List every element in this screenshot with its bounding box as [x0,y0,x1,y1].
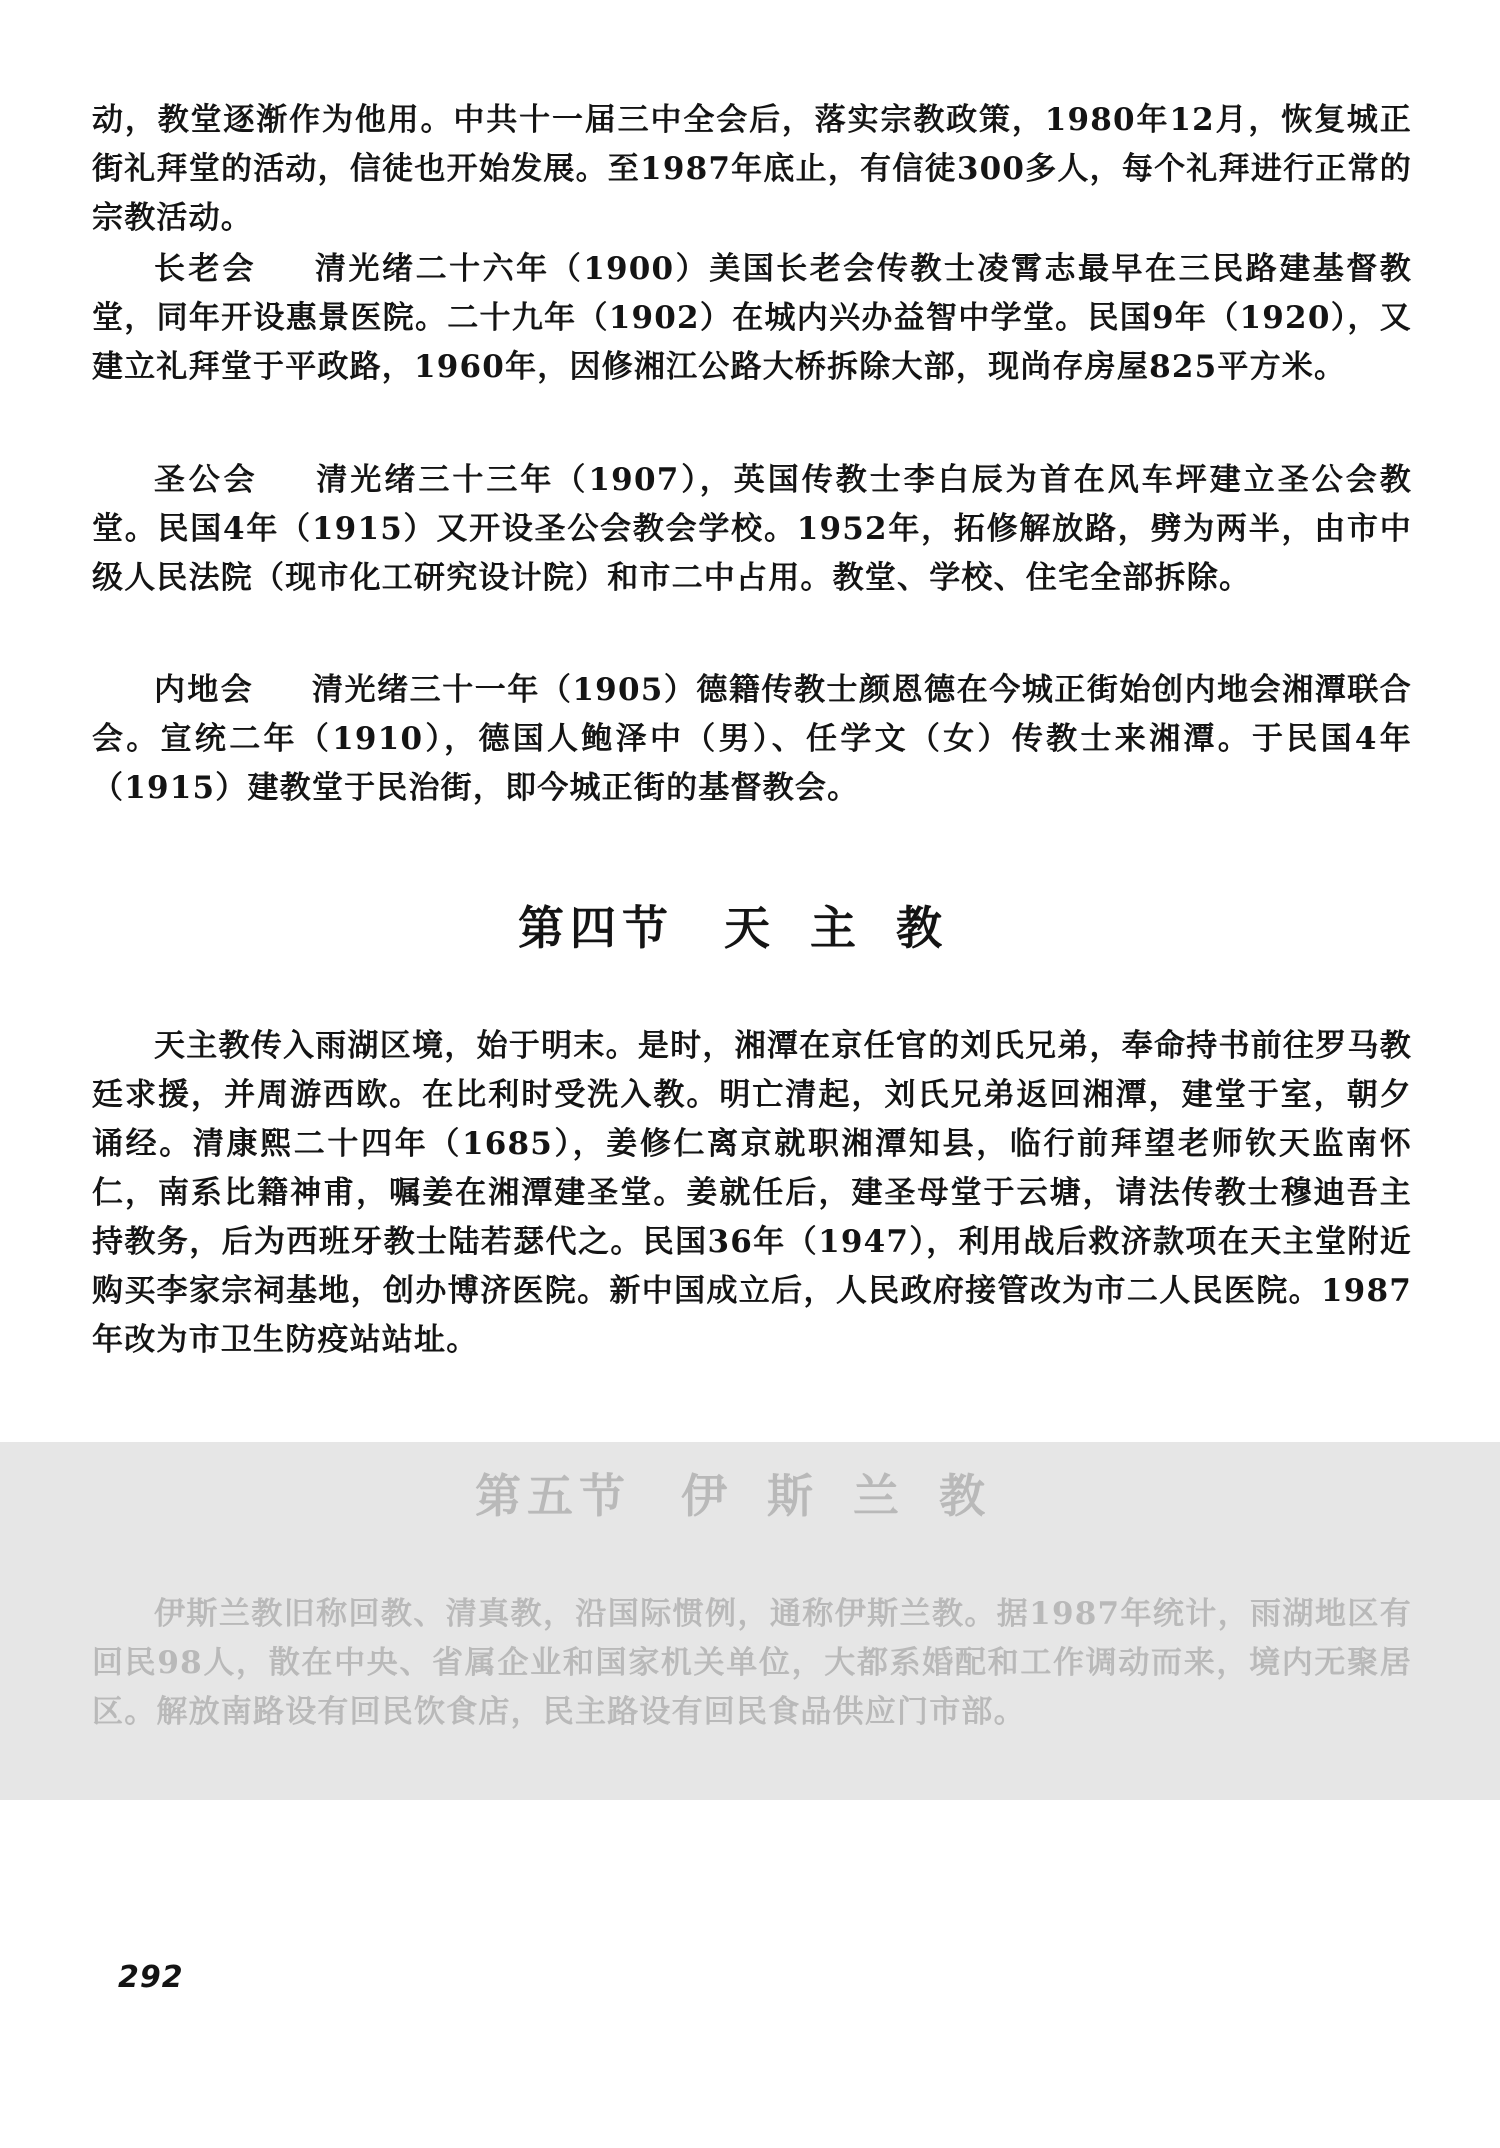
section5-number: 第五节 [475,1469,631,1523]
section4-title [0,892,1500,958]
anglican-body: 清光绪三十三年（1907），英国传教士李白辰为首在风车坪建立圣公会教堂。民国4年（1915）又开设圣公会教会学校。1952年，拓修解放路，劈为两半，由市中级人民法院（现市化工研究设计院）和市二中占用。教堂、学校、住宅全部拆除。 [92,462,1413,596]
anglican-paragraph [92,456,1412,603]
section4-body: 天主教传入雨湖区境，始于明末。是时，湘潭在京任官的刘氏兄弟，奉命持书前往罗马教廷求援，并周游西欧。在比利时受洗入教。明亡清起，刘氏兄弟返回湘潭，建堂于室，朝夕诵经。清康熙二十四年（1685），姜修仁离京就职湘潭知县，临行前拜望老师钦天监南怀仁，南系比籍神甫，嘱姜在湘潭建圣堂。姜就任后，建圣母堂于云塘，请法传教士穆迪吾主持教务，后为西班牙教士陆若瑟代之。民国36年（1947），利用战后救济款项在天主堂附近购买李家宗祠基地，创办博济医院。新中国成立后，人民政府接管改为市二人民医院。1987年改为市卫生防疫站站址。 [92,1028,1412,1358]
inland-mission-paragraph [92,666,1412,813]
presbyterian-paragraph [92,245,1412,392]
section4-number: 第四节 [518,901,674,955]
section5-name: 伊斯兰教 [681,1469,1025,1523]
presbyterian-body: 清光绪二十六年（1900）美国长老会传教士凌霄志最早在三民路建基督教堂，同年开设惠景医院。二十九年（1902）在城内兴办益智中学堂。民国9年（1920），又建立礼拜堂于平政路，1960年，因修湘江公路大桥拆除大部，现尚存房屋825平方米。 [92,251,1413,385]
section5-body: 伊斯兰教旧称回教、清真教，沿国际惯例，通称伊斯兰教。据1987年统计，雨湖地区有回民98人，散在中央、省属企业和国家机关单位，大都系婚配和工作调动而来，境内无聚居区。解放南路设有回民饮食店，民主路设有回民食品供应门市部。 [92,1596,1412,1730]
inland-mission-body: 清光绪三十一年（1905）德籍传教士颜恩德在今城正街始创内地会湘潭联合会。宣统二年（1910），德国人鲍泽中（男）、任学文（女）传教士来湘潭。于民国4年（1915）建教堂于民治街，即今城正街的基督教会。 [92,672,1413,806]
inland-mission-heading: 内地会 [154,672,255,708]
page-number: 292 [118,1960,184,1995]
anglican-heading: 圣公会 [154,462,259,498]
section5-title [0,1460,1500,1526]
presbyterian-heading: 长老会 [154,251,257,287]
section4-name: 天主教 [724,901,982,955]
intro-paragraph: 动，教堂逐渐作为他用。中共十一届三中全会后，落实宗教政策，1980年12月，恢复城正街礼拜堂的活动，信徒也开始发展。至1987年底止，有信徒300多人，每个礼拜进行正常的宗教活动。 [92,102,1412,236]
